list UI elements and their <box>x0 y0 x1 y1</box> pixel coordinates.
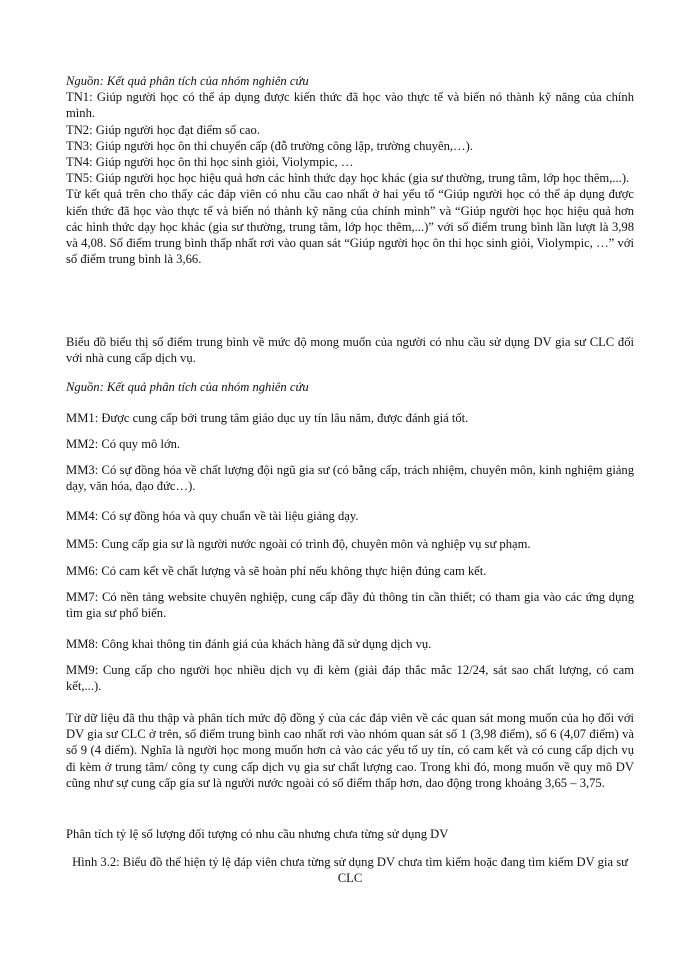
item-mm4: MM4: Có sự đồng hóa và quy chuẩn về tài liệu giảng dạy. <box>66 509 359 523</box>
figure-caption: Hình 3.2: Biểu đồ thể hiện tỷ lệ đáp viên chưa từng sử dụng DV chưa tìm kiếm hoặc đang tìm kiếm DV gia sư CLC <box>72 855 628 886</box>
item-mm7: MM7: Có nền tảng website chuyên nghiệp, cung cấp đầy đủ thông tin cần thiết; có tham gia vào các ứng dụng tìm gia sư phổ biến. <box>66 590 634 621</box>
chart-intro-paragraph: Biểu đồ biểu thị số điểm trung bình về mức độ mong muốn của người có nhu cầu sử dụng DV gia sư CLC đối với nhà cung cấp dịch vụ. <box>66 335 634 366</box>
item-mm6-block <box>66 563 634 579</box>
section-observations-tn <box>66 73 634 267</box>
item-mm9: MM9: Cung cấp cho người học nhiều dịch vụ đi kèm (giải đáp thắc mắc 12/24, sát sao chất lượng, có cam kết,...). <box>66 663 634 694</box>
item-mm5-block <box>66 536 634 552</box>
item-tn4: TN4: Giúp người học ôn thi học sinh giỏi, Violympic, … <box>66 155 354 170</box>
item-mm1-block <box>66 410 634 426</box>
source-note-1: Nguồn: Kết quả phân tích của nhóm nghiên cứu <box>66 74 309 88</box>
item-tn3: TN3: Giúp người học ôn thi chuyển cấp (đỗ trường công lập, trường chuyên,…). <box>66 138 473 153</box>
conclusion-paragraph-1: Từ kết quả trên cho thấy các đáp viên có nhu cầu cao nhất ở hai yếu tố “Giúp người học có thể áp dụng được kiến thức đã học vào thực tế và biến nó thành kỹ năng của chính mình” và “Giúp người học học hiệu quả hơn các hình thức dạy học khác (gia sư thường, trung tâm, lớp học thêm,...)” với số điểm trung bình lần lượt là 3,98 và 4,08. Số điểm trung bình thấp nhất rơi vào quan sát “Giúp người học ôn thi học sinh giỏi, Violympic, …” với số điểm trung bình là 3,66. <box>66 187 634 267</box>
item-tn2: TN2: Giúp người học đạt điểm số cao. <box>66 122 260 137</box>
figure-caption-block <box>66 854 634 886</box>
item-mm2: MM2: Có quy mô lớn. <box>66 437 181 451</box>
chart-intro <box>66 334 634 366</box>
section-heading: Phân tích tỷ lệ số lượng đối tượng có nhu cầu nhưng chưa từng sử dụng DV <box>66 827 449 841</box>
item-mm4-block <box>66 508 634 524</box>
item-mm8: MM8: Công khai thông tin đánh giá của khách hàng đã sử dụng dịch vụ. <box>66 637 432 651</box>
item-tn1: TN1: Giúp người học có thể áp dụng được kiến thức đã học vào thực tế và biến nó thành kỹ năng của chính mình. <box>66 90 634 121</box>
item-mm2-block <box>66 436 634 452</box>
item-mm1: MM1: Được cung cấp bởi trung tâm giáo dục uy tín lâu năm, được đánh giá tốt. <box>66 411 469 425</box>
item-mm8-block <box>66 636 634 652</box>
source-note-2-block <box>66 379 634 395</box>
conclusion-paragraph-2: Từ dữ liệu đã thu thập và phân tích mức độ đồng ý của các đáp viên về các quan sát mong muốn của họ đối với DV gia sư CLC ở trên, số điểm trung bình cao nhất rơi vào nhóm quan sát số 1 (3,98 điểm), số 6 (4,07 điểm) và số 9 (4 điểm). Nghĩa là người học mong muốn hơn cả vào các yếu tố uy tín, có cam kết và có cung cấp dịch vụ đi kèm ở trung tâm/ công ty cung cấp dịch vụ gia sư chất lượng cao. Trong khi đó, mong muốn về quy mô DV cũng như sự cung cấp gia sư là người nước ngoài có số điểm thấp hơn, dao động trong khoảng 3,65 – 3,75. <box>66 711 634 790</box>
conclusion-block-2 <box>66 710 634 791</box>
item-mm5: MM5: Cung cấp gia sư là người nước ngoài có trình độ, chuyên môn và nghiệp vụ sư phạm. <box>66 537 531 551</box>
item-mm3: MM3: Có sự đồng hóa về chất lượng đội ngũ gia sư (có bằng cấp, trách nhiệm, chuyên môn, kinh nghiệm giảng dạy, văn hóa, đạo đức…). <box>66 463 634 494</box>
source-note-2: Nguồn: Kết quả phân tích của nhóm nghiên cứu <box>66 380 309 394</box>
item-mm9-block <box>66 662 634 694</box>
item-tn5: TN5: Giúp người học học hiệu quả hơn các hình thức dạy học khác (gia sư thường, trung tâm, lớp học thêm,...). <box>66 171 630 186</box>
section-heading-block <box>66 826 634 842</box>
item-mm3-block <box>66 462 634 494</box>
item-mm6: MM6: Có cam kết về chất lượng và sẽ hoàn phí nếu không thực hiện đúng cam kết. <box>66 564 487 578</box>
item-mm7-block <box>66 589 634 621</box>
